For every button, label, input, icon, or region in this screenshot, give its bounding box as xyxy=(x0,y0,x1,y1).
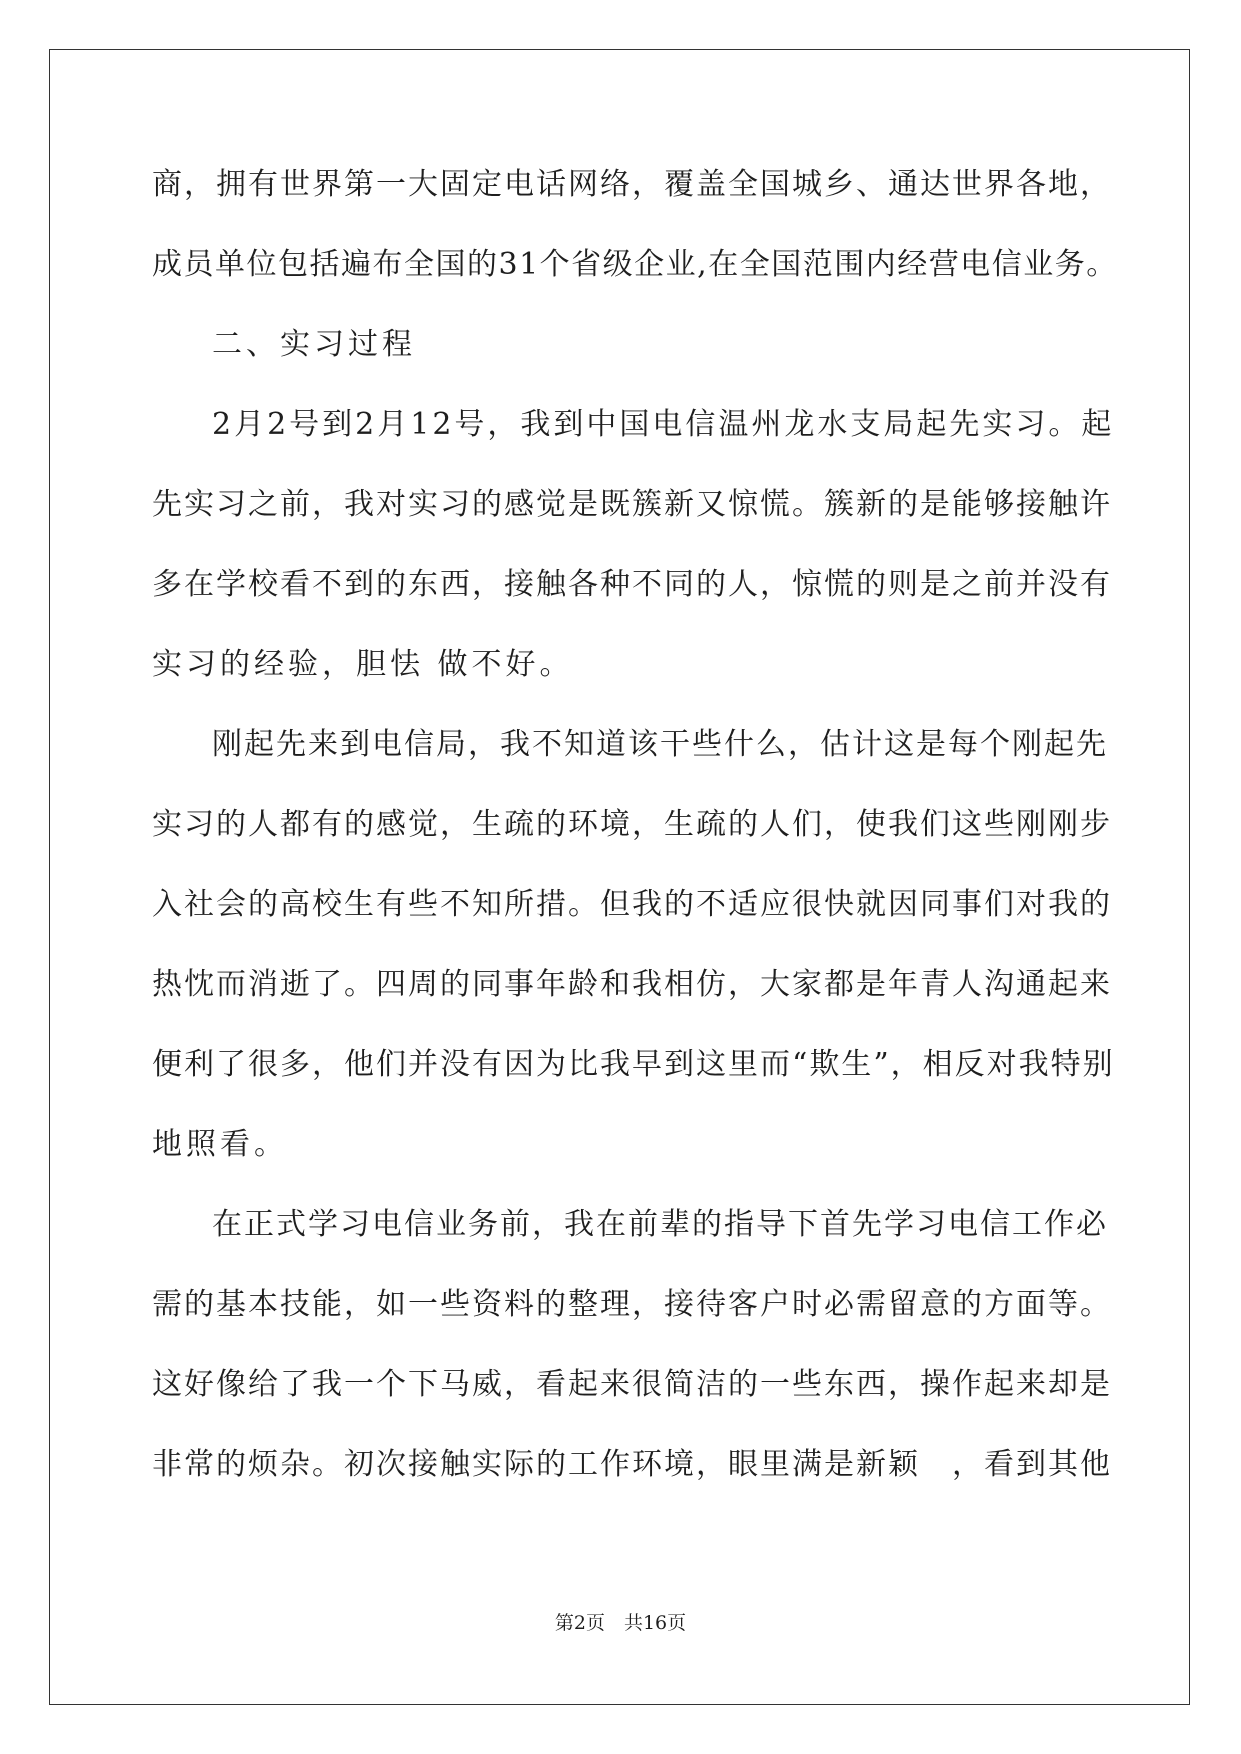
text-line: 2月2号到2月12号，我到中国电信温州龙水支局起先实习。起 xyxy=(212,407,1115,442)
text-line: 便利了很多，他们并没有因为比我早到这里而“欺生”，相反对我特别 xyxy=(152,1047,1115,1082)
text-line: 需的基本技能，如一些资料的整理，接待客户时必需留意的方面等。 xyxy=(152,1287,1112,1322)
text-line: 地照看。 xyxy=(152,1127,288,1162)
text-line: 商，拥有世界第一大固定电话网络，覆盖全国城乡、通达世界各地， xyxy=(152,167,1112,202)
text-line: 多在学校看不到的东西，接触各种不同的人，惊慌的则是之前并没有 xyxy=(152,567,1112,602)
text-line: 非常的烦杂。初次接触实际的工作环境，眼里满是新颖 ，看到其他 xyxy=(152,1447,1112,1482)
text-line: 在正式学习电信业务前，我在前辈的指导下首先学习电信工作必 xyxy=(212,1207,1108,1242)
text-line: 这好像给了我一个下马威，看起来很简洁的一些东西，操作起来却是 xyxy=(152,1367,1112,1402)
section-heading: 二、实习过程 xyxy=(212,327,416,362)
text-line: 刚起先来到电信局，我不知道该干些什么，估计这是每个刚起先 xyxy=(212,727,1108,762)
text-line: 先实习之前，我对实习的感觉是既簇新又惊慌。簇新的是能够接触许 xyxy=(152,487,1112,522)
text-line: 热忱而消逝了。四周的同事年龄和我相仿，大家都是年青人沟通起来 xyxy=(152,967,1112,1002)
text-line: 成员单位包括遍布全国的31个省级企业,在全国范围内经营电信业务。 xyxy=(152,247,1118,282)
text-line: 入社会的高校生有些不知所措。但我的不适应很快就因同事们对我的 xyxy=(152,887,1112,922)
text-line: 实习的经验，胆怯 做不好。 xyxy=(152,647,574,682)
text-line: 实习的人都有的感觉，生疏的环境，生疏的人们，使我们这些刚刚步 xyxy=(152,807,1112,842)
page-number-footer: 第2页 共16页 xyxy=(554,1612,687,1634)
